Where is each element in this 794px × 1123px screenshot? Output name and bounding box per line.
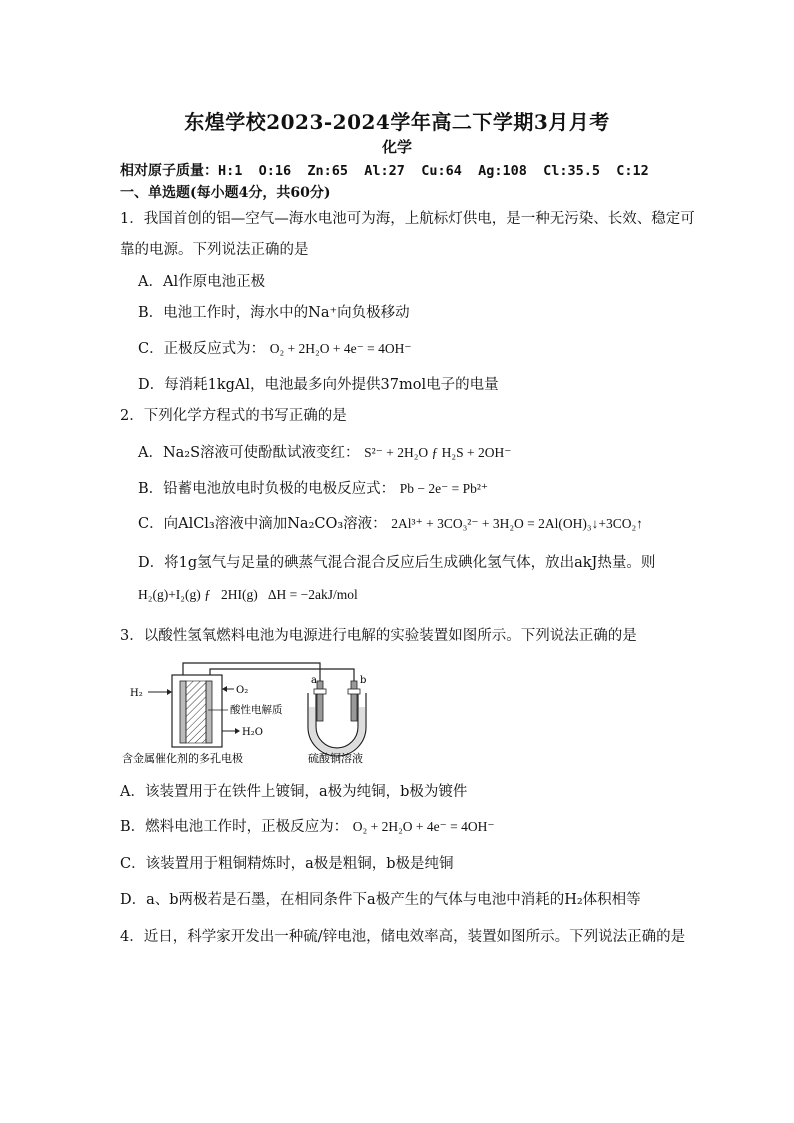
fig-electrode-b-label: b <box>360 675 367 686</box>
fig-h2o-label: H₂O <box>242 727 263 738</box>
q3-option-b <box>120 815 495 836</box>
fig-electrode-caption: 含金属催化剂的多孔电极 <box>122 752 243 765</box>
q1-option-c <box>138 337 411 358</box>
q4-stem: 4．近日，科学家开发出一种硫/锌电池，储电效率高，装置如图所示。下列说法正确的是 <box>120 929 686 945</box>
q2-stem: 2．下列化学方程式的书写正确的是 <box>120 408 347 424</box>
q2-option-c-label: C．向AlCl₃溶液中滴加Na₂CO₃溶液： <box>138 516 387 532</box>
q2-option-b-label: B．铅蓄电池放电时负极的电极反应式： <box>138 481 396 497</box>
q1-option-c-label: C．正极反应式为： <box>138 341 266 357</box>
page-title: 东煌学校2023-2024学年高二下学期3月月考 <box>184 110 610 134</box>
q3-option-b-label: B．燃料电池工作时，正极反应为： <box>120 819 349 835</box>
q2-option-d-eq-text: H₂(g)+I₂(g) ƒ 2HI(g) ΔH = −2akJ/mol <box>138 587 358 602</box>
q3-option-c: C．该装置用于粗铜精炼时，a极是粗铜，b极是纯铜 <box>120 856 454 872</box>
q3-option-b-equation: O₂ + 2H₂O + 4e⁻ = 4OH⁻ <box>352 819 495 834</box>
q2-option-d-equation <box>138 587 358 603</box>
fig-solution-caption: 硫酸铜溶液 <box>308 752 363 765</box>
q1-stem-line1: 1．我国首创的铝—空气—海水电池可为海，上航标灯供电，是一种无污染、长效、稳定可 <box>120 211 695 227</box>
fig-h2-label: H₂ <box>130 688 143 699</box>
q2-option-b <box>138 477 488 498</box>
q3-apparatus-figure <box>120 655 380 770</box>
atomic-masses <box>120 160 649 180</box>
subject-heading: 化学 <box>381 138 412 156</box>
q3-option-d: D．a、b两极若是石墨，在相同条件下a极产生的气体与电池中消耗的H₂体积相等 <box>120 892 641 908</box>
q2-option-b-equation: Pb − 2e⁻ = Pb²⁺ <box>399 481 489 496</box>
q1-option-b: B．电池工作时，海水中的Na⁺向负极移动 <box>138 305 410 321</box>
fig-o2-label: O₂ <box>236 685 249 696</box>
q3-stem: 3．以酸性氢氧燃料电池为电源进行电解的实验装置如图所示。下列说法正确的是 <box>120 628 637 644</box>
q2-option-a-equation: S²⁻ + 2H₂O ƒ H₂S + 2OH⁻ <box>364 445 512 460</box>
fig-electrolyte-label: 酸性电解质 <box>230 704 283 716</box>
q1-stem-line2: 靠的电源。下列说法正确的是 <box>120 242 309 258</box>
q2-option-c <box>138 512 643 533</box>
atomic-masses-values: H:1 O:16 Zn:65 Al:27 Cu:64 Ag:108 Cl:35.5 C:12 <box>218 163 649 179</box>
q3-option-a: A．该装置用于在铁件上镀铜，a极为纯铜，b极为镀件 <box>120 784 468 800</box>
q1-option-c-equation: O₂ + 2H₂O + 4e⁻ = 4OH⁻ <box>269 341 412 356</box>
fig-electrode-a-label: a <box>311 675 317 686</box>
q1-option-a: A．Al作原电池正极 <box>138 274 266 290</box>
atomic-masses-label: 相对原子质量： <box>120 163 218 179</box>
q2-option-c-equation: 2Al³⁺ + 3CO₃²⁻ + 3H₂O = 2Al(OH)₃↓+3CO₂↑ <box>391 516 643 531</box>
q2-option-d-line1: D．将1g氢气与足量的碘蒸气混合混合反应后生成碘化氢气体，放出akJ热量。则 <box>138 555 656 571</box>
q1-option-d: D．每消耗1kgAl，电池最多向外提供37mol电子的电量 <box>138 377 499 393</box>
section-heading: 一、单选题(每小题4分，共60分) <box>120 185 331 201</box>
q2-option-a <box>138 441 511 462</box>
q2-option-a-label: A．Na₂S溶液可使酚酞试液变红： <box>138 445 360 461</box>
